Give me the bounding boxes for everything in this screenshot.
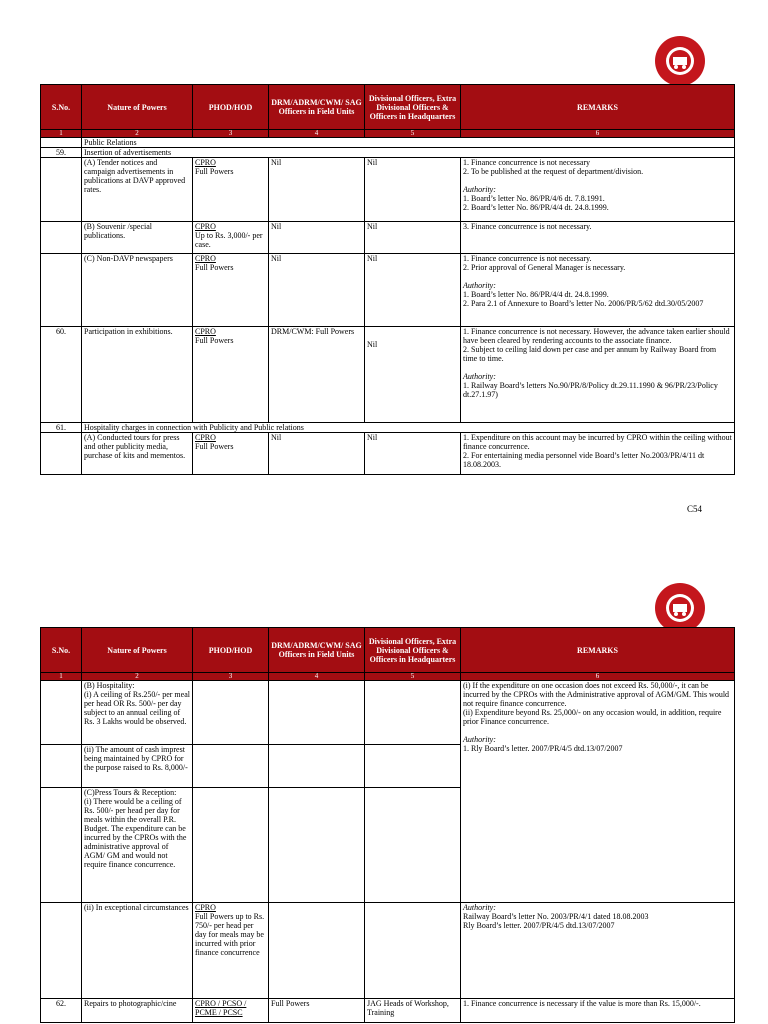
nature-line: (i) A ceiling of Rs.250/- per meal per head OR Rs. 500/- per day subject to an annual ceiling of Rs. 3 Lakhs would be observed. <box>84 690 190 726</box>
authority-heading: Authority: <box>463 372 496 381</box>
page-number: C54 <box>687 504 703 514</box>
table-row <box>41 999 735 1023</box>
row-sno: 59. <box>41 148 82 158</box>
authority-label: CPRO <box>195 433 216 442</box>
phod-cell <box>193 254 269 327</box>
row-title: Insertion of advertisements <box>82 148 735 158</box>
nature-cell <box>82 681 193 745</box>
remark-line: Railway Board’s letter No. 2003/PR/4/1 dated 18.08.2003 <box>463 912 649 921</box>
table-row <box>41 138 735 148</box>
remark-line: 1. Board’s letter No. 86/PR/4/4 dt. 24.8.1999. <box>463 290 609 299</box>
col-num: 6 <box>461 130 735 138</box>
column-number-row <box>41 130 735 138</box>
phod-value: Up to Rs. 3,000/- per case. <box>195 231 263 249</box>
authority-label: CPRO <box>195 327 216 336</box>
phod-value: Full Powers <box>195 263 234 272</box>
remark-line: 1. Finance concurrence is not necessary. However, the advance taken earlier should have been cleared by rendering accounts to the associate finance. <box>463 327 730 345</box>
nature-cell: (A) Tender notices and campaign advertisements in publications at DAVP approved rates. <box>82 158 193 222</box>
header-nature: Nature of Powers <box>82 85 193 130</box>
div-cell: Nil <box>365 222 461 254</box>
table-row <box>41 222 735 254</box>
phod-cell <box>193 327 269 423</box>
drm-cell: DRM/CWM: Full Powers <box>269 327 365 423</box>
table-row <box>41 681 735 745</box>
authority-label: CPRO <box>195 222 216 231</box>
powers-table <box>40 627 735 1023</box>
phod-value: Full Powers <box>195 167 234 176</box>
col-num: 4 <box>269 130 365 138</box>
table-row <box>41 327 735 423</box>
header-remarks: REMARKS <box>461 85 735 130</box>
col-num: 3 <box>193 673 269 681</box>
header-row <box>41 628 735 673</box>
drm-cell: Nil <box>269 433 365 475</box>
column-number-row <box>41 673 735 681</box>
div-cell: Nil <box>365 158 461 222</box>
col-num: 5 <box>365 130 461 138</box>
remark-line: 1. Finance concurrence is not necessary. <box>463 254 592 263</box>
remarks-cell: 3. Finance concurrence is not necessary. <box>461 222 735 254</box>
remarks-cell <box>461 903 735 999</box>
nature-line: (B) Hospitality: <box>84 681 135 690</box>
header-sno: S.No. <box>41 628 82 673</box>
section-title: Public Relations <box>82 138 735 148</box>
remark-line: 2. Board’s letter No. 86/PR/4/4 dt. 24.8.1999. <box>463 203 609 212</box>
row-title: Hospitality charges in connection with Publicity and Public relations <box>82 423 735 433</box>
table-row <box>41 254 735 327</box>
header-div: Divisional Officers, Extra Divisional Officers & Officers in Headquarters <box>365 628 461 673</box>
remark-line: 2. Para 2.1 of Annexure to Board’s letter No. 2006/PR/5/62 dtd.30/05/2007 <box>463 299 704 308</box>
header-phod: PHOD/HOD <box>193 628 269 673</box>
phod-cell <box>193 903 269 999</box>
div-cell: Nil <box>365 433 461 475</box>
authority-heading: Authority: <box>463 281 496 290</box>
drm-cell: Nil <box>269 158 365 222</box>
header-phod: PHOD/HOD <box>193 85 269 130</box>
authority-heading: Authority: <box>463 735 496 744</box>
remarks-cell <box>461 327 735 423</box>
col-num: 4 <box>269 673 365 681</box>
indian-railways-logo-icon <box>654 35 706 87</box>
authority-heading: Authority: <box>463 903 496 912</box>
nature-cell: Repairs to photographic/cine <box>82 999 193 1023</box>
phod-cell: CPRO / PCSO / PCME / PCSC <box>193 999 269 1023</box>
nature-cell <box>82 788 193 903</box>
nature-cell: (ii) In exceptional circumstances <box>82 903 193 999</box>
remark-line: 2. Prior approval of General Manager is necessary. <box>463 263 626 272</box>
phod-cell <box>193 433 269 475</box>
remark-line: 1. Expenditure on this account may be incurred by CPRO within the ceiling without finance concurrence. <box>463 433 732 451</box>
nature-line: (C)Press Tours & Reception: <box>84 788 177 797</box>
powers-table <box>40 84 735 475</box>
remarks-cell <box>461 158 735 222</box>
header-nature: Nature of Powers <box>82 628 193 673</box>
nature-cell: (A) Conducted tours for press and other publicity media, purchase of kits and mementos. <box>82 433 193 475</box>
header-row <box>41 85 735 130</box>
row-sno: 60. <box>41 327 82 423</box>
remark-line: 1. Railway Board’s letters No.90/PR/8/Policy dt.29.11.1990 & 96/PR/23/Policy dt.27.1.97) <box>463 381 718 399</box>
nature-cell: Participation in exhibitions. <box>82 327 193 423</box>
table-row <box>41 423 735 433</box>
table-row <box>41 158 735 222</box>
nature-line: (i) There would be a ceiling of Rs. 500/- per head per day for meals within the overall P.R. Budget. The expenditure can be incurred by the CPROs with the administrative approval of AGM/ GM and would not require finance concurrence. <box>84 797 187 869</box>
div-cell <box>365 327 461 423</box>
remarks-cell <box>461 254 735 327</box>
col-num: 6 <box>461 673 735 681</box>
remark-line: 2. To be published at the request of department/division. <box>463 167 644 176</box>
authority-label: CPRO <box>195 254 216 263</box>
col-num: 3 <box>193 130 269 138</box>
authority-heading: Authority: <box>463 185 496 194</box>
remark-line: Rly Board’s letter. 2007/PR/4/5 dtd.13/07/2007 <box>463 921 615 930</box>
nature-cell: (ii) The amount of cash imprest being maintained by CPRO for the purpose raised to Rs. 8,000/- <box>82 745 193 788</box>
drm-cell: Nil <box>269 222 365 254</box>
phod-cell <box>193 158 269 222</box>
phod-value: Full Powers up to Rs. 750/- per head per day for meals may be incurred with prior finance concurrence <box>195 912 265 957</box>
remark-line: 2. For entertaining media personnel vide Board’s letter No.2003/PR/4/11 dt 18.08.2003. <box>463 451 705 469</box>
nature-cell: (B) Souvenir /special publications. <box>82 222 193 254</box>
row-sno: 61. <box>41 423 82 433</box>
drm-cell: Full Powers <box>269 999 365 1023</box>
table-row <box>41 903 735 999</box>
remark-line: 1. Rly Board’s letter. 2007/PR/4/5 dtd.13/07/2007 <box>463 744 623 753</box>
nature-cell: (C) Non-DAVP newspapers <box>82 254 193 327</box>
remark-line: 1. Board’s letter No. 86/PR/4/6 dt. 7.8.1991. <box>463 194 605 203</box>
remark-line: 1. Finance concurrence is not necessary <box>463 158 591 167</box>
page-2 <box>0 540 768 1024</box>
authority-label: CPRO <box>195 158 216 167</box>
remark-line: (i) If the expenditure on one occasion does not exceed Rs. 50,000/-, it can be incurred by the CPROs with the Administrative approval of AGM/GM. This would not require finance concurrence. <box>463 681 730 708</box>
remark-line: 2. Subject to ceiling laid down per case and per annum by Railway Board from time to time. <box>463 345 717 363</box>
header-drm: DRM/ADRM/CWM/ SAG Officers in Field Units <box>269 85 365 130</box>
phod-cell <box>193 222 269 254</box>
remarks-cell <box>461 681 735 903</box>
phod-value: Full Powers <box>195 336 234 345</box>
table-row <box>41 433 735 475</box>
div-cell: JAG Heads of Workshop, Training <box>365 999 461 1023</box>
header-drm: DRM/ADRM/CWM/ SAG Officers in Field Units <box>269 628 365 673</box>
remarks-cell <box>461 433 735 475</box>
header-remarks: REMARKS <box>461 628 735 673</box>
remark-line: (ii) Expenditure beyond Rs. 25,000/- on any occasion would, in addition, require prior Finance concurrence. <box>463 708 722 726</box>
authority-label: CPRO <box>195 903 216 912</box>
div-value: Nil <box>367 340 378 349</box>
col-num: 1 <box>41 130 82 138</box>
row-sno: 62. <box>41 999 82 1023</box>
col-num: 2 <box>82 673 193 681</box>
drm-cell: Nil <box>269 254 365 327</box>
col-num: 2 <box>82 130 193 138</box>
col-num: 1 <box>41 673 82 681</box>
col-num: 5 <box>365 673 461 681</box>
table-row <box>41 148 735 158</box>
header-div: Divisional Officers, Extra Divisional Officers & Officers in Headquarters <box>365 85 461 130</box>
phod-value: Full Powers <box>195 442 234 451</box>
remarks-cell: 1. Finance concurrence is necessary if the value is more than Rs. 15,000/-. <box>461 999 735 1023</box>
div-cell: Nil <box>365 254 461 327</box>
header-sno: S.No. <box>41 85 82 130</box>
